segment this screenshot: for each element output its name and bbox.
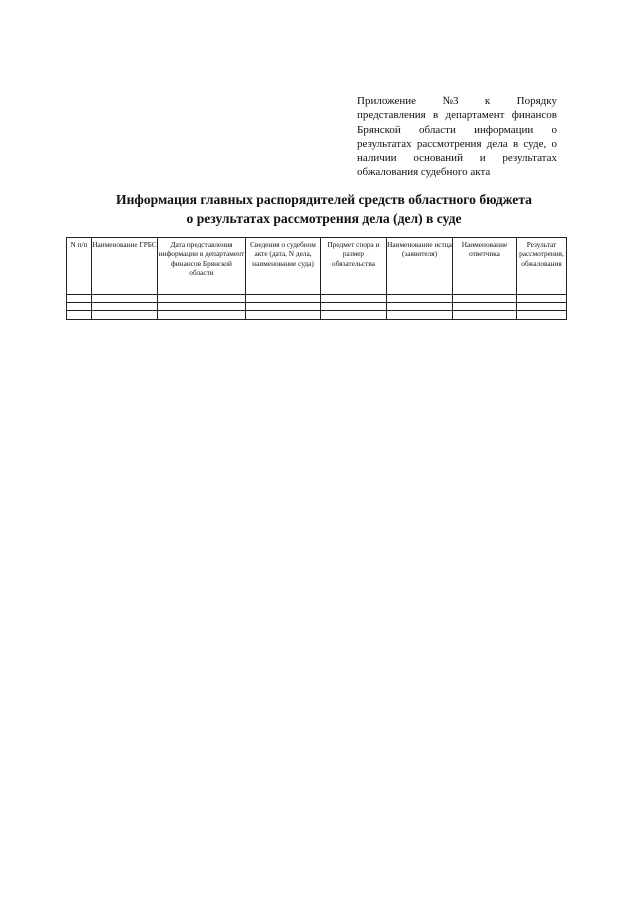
appendix-first-line <box>357 94 557 108</box>
table-cell <box>67 311 92 320</box>
appendix-word: Порядку <box>516 95 557 107</box>
table-cell <box>517 303 567 311</box>
table-cell <box>517 311 567 320</box>
document-title <box>60 190 588 228</box>
appendix-note <box>357 94 557 180</box>
table-cell <box>246 311 321 320</box>
document-title-line-1: Информация главных распорядителей средств областного бюджета <box>116 192 532 207</box>
header-cell-date: Дата представления информации в департамент финансов Брянской области <box>158 238 246 295</box>
table-row <box>67 311 567 320</box>
table-cell <box>387 311 453 320</box>
header-cell-plaintiff: Наименование истца (заявителя) <box>387 238 453 295</box>
header-cell-result: Результат рассмотрения, обжалования <box>517 238 567 295</box>
header-cell-number: N п/п <box>67 238 92 295</box>
table-cell <box>158 303 246 311</box>
table-cell <box>67 295 92 303</box>
table-cell <box>321 303 387 311</box>
appendix-word: Приложение <box>357 95 417 107</box>
table-row <box>67 303 567 311</box>
table-cell <box>67 303 92 311</box>
appendix-text: представления в департамент финансов Брянской области информации о результатах рассмотрения дела в суде, о наличии оснований и результатах обжалования судебного акта <box>357 109 557 179</box>
table-cell <box>158 311 246 320</box>
table-cell <box>453 311 517 320</box>
header-cell-defendant: Наименование ответчика <box>453 238 517 295</box>
table-row <box>67 295 567 303</box>
document-title-line-2: о результатах рассмотрения дела (дел) в суде <box>186 211 462 226</box>
info-table <box>66 237 567 320</box>
table-cell <box>92 303 158 311</box>
table-cell <box>246 303 321 311</box>
table-cell <box>387 295 453 303</box>
table-cell <box>517 295 567 303</box>
table-cell <box>321 311 387 320</box>
table-header-row <box>67 238 567 295</box>
table-cell <box>246 295 321 303</box>
header-cell-court-act: Сведения о судебном акте (дата, N дела, наименование суда) <box>246 238 321 295</box>
table-cell <box>387 303 453 311</box>
header-cell-grbs: Наименование ГРБС <box>92 238 158 295</box>
header-cell-dispute: Предмет спора и размер обязательства <box>321 238 387 295</box>
table-cell <box>92 311 158 320</box>
table-cell <box>158 295 246 303</box>
appendix-number: №3 <box>442 95 459 107</box>
appendix-word: к <box>484 95 491 107</box>
table-cell <box>453 303 517 311</box>
table-cell <box>453 295 517 303</box>
table-cell <box>321 295 387 303</box>
table-cell <box>92 295 158 303</box>
